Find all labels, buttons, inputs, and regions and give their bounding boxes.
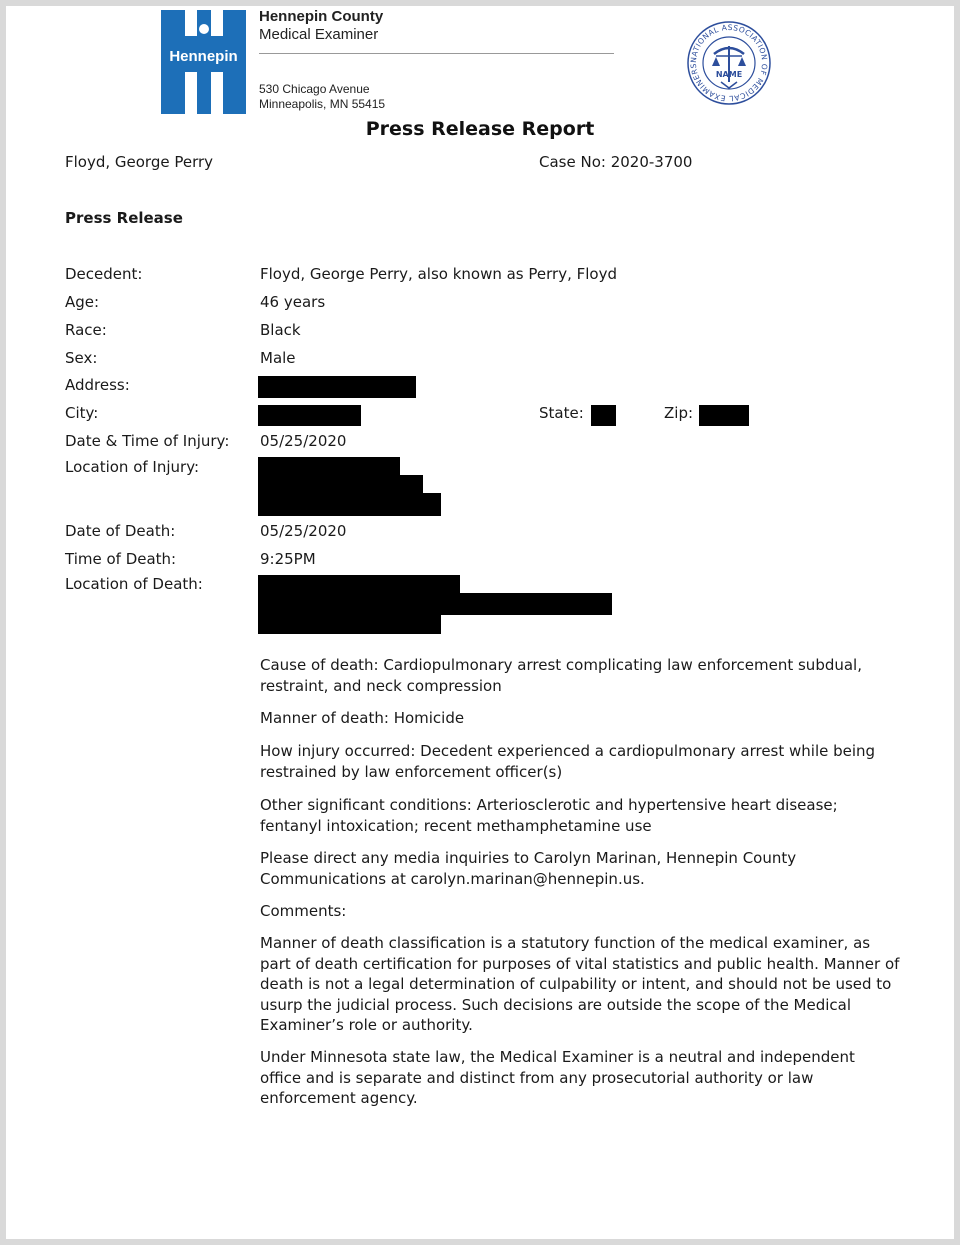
media-inquiries: Please direct any media inquiries to Carolyn Marinan, Hennepin County Communications at carolyn.marinan@hennepin.us. <box>260 849 797 888</box>
injury-location-redaction <box>258 457 400 477</box>
injury-location-redaction <box>258 493 441 516</box>
race-value: Black <box>260 321 301 339</box>
name-seal-icon <box>686 20 772 106</box>
death-date-label: Date of Death: <box>65 522 176 540</box>
injury-datetime-label: Date & Time of Injury: <box>65 432 230 450</box>
sex-value: Male <box>260 349 296 367</box>
address-redaction <box>258 376 416 398</box>
address-line-2: Minneapolis, MN 55415 <box>259 97 386 111</box>
report-title: Press Release Report <box>365 118 595 140</box>
comment-manner-classification: Manner of death classification is a statutory function of the medical examiner, as part of death certification for purposes of vital statistics and public health. Manner of death is not a legal determination of culpability or intent, and should not be used to usurp the judicial process. Such decisions are outside the scope of the Medical Examiner’s role or authority. <box>260 934 900 1034</box>
age-label: Age: <box>65 293 100 311</box>
comments-label: Comments: <box>260 902 347 920</box>
death-location-redaction <box>258 575 460 595</box>
death-time-label: Time of Death: <box>65 550 177 568</box>
zip-label: Zip: <box>664 404 694 422</box>
document-page <box>6 6 954 1239</box>
death-location-label: Location of Death: <box>65 575 203 593</box>
comment-state-law: Under Minnesota state law, the Medical Examiner is a neutral and independent office and is separate and distinct from any prosecutorial authority or law enforcement agency. <box>260 1048 855 1107</box>
how-injury-occurred: How injury occurred: Decedent experienced a cardiopulmonary arrest while being restrained by law enforcement officer(s) <box>260 742 876 781</box>
death-location-redaction <box>258 593 612 615</box>
org-line-1: Hennepin County <box>259 8 384 25</box>
organization-name <box>259 8 383 44</box>
address-label: Address: <box>65 376 130 394</box>
zip-redaction <box>699 405 749 426</box>
decedent-name-header: Floyd, George Perry <box>65 153 214 171</box>
state-label: State: <box>539 404 584 422</box>
header-divider <box>259 53 614 54</box>
death-time-value: 9:25PM <box>260 550 316 568</box>
race-label: Race: <box>65 321 107 339</box>
manner-of-death: Manner of death: Homicide <box>260 709 465 727</box>
injury-datetime-value: 05/25/2020 <box>260 432 347 450</box>
cause-of-death: Cause of death: Cardiopulmonary arrest complicating law enforcement subdual, restraint, and neck compression <box>260 656 862 695</box>
age-value: 46 years <box>260 293 326 311</box>
city-redaction <box>258 405 361 426</box>
logo-text: Hennepin <box>169 48 238 65</box>
seal-initials: NAME <box>715 70 743 79</box>
death-location-redaction <box>258 613 441 634</box>
address-line-1: 530 Chicago Avenue <box>259 82 370 96</box>
seal-text: NATIONAL ASSOCIATION OF MEDICAL EXAMINERS <box>688 22 770 104</box>
decedent-label: Decedent: <box>65 265 143 283</box>
other-conditions: Other significant conditions: Arteriosclerotic and hypertensive heart disease; fentanyl intoxication; recent methamphetamine use <box>260 796 838 835</box>
sex-label: Sex: <box>65 349 98 367</box>
hennepin-logo <box>161 10 246 114</box>
death-date-value: 05/25/2020 <box>260 522 347 540</box>
decedent-value: Floyd, George Perry, also known as Perry, Floyd <box>260 265 617 283</box>
city-label: City: <box>65 404 99 422</box>
section-heading: Press Release <box>65 209 183 227</box>
organization-address <box>259 82 385 112</box>
case-number: Case No: 2020-3700 <box>539 153 693 171</box>
state-redaction <box>591 405 616 426</box>
org-line-2: Medical Examiner <box>259 26 379 43</box>
injury-location-label: Location of Injury: <box>65 458 200 476</box>
injury-location-redaction <box>258 475 423 495</box>
